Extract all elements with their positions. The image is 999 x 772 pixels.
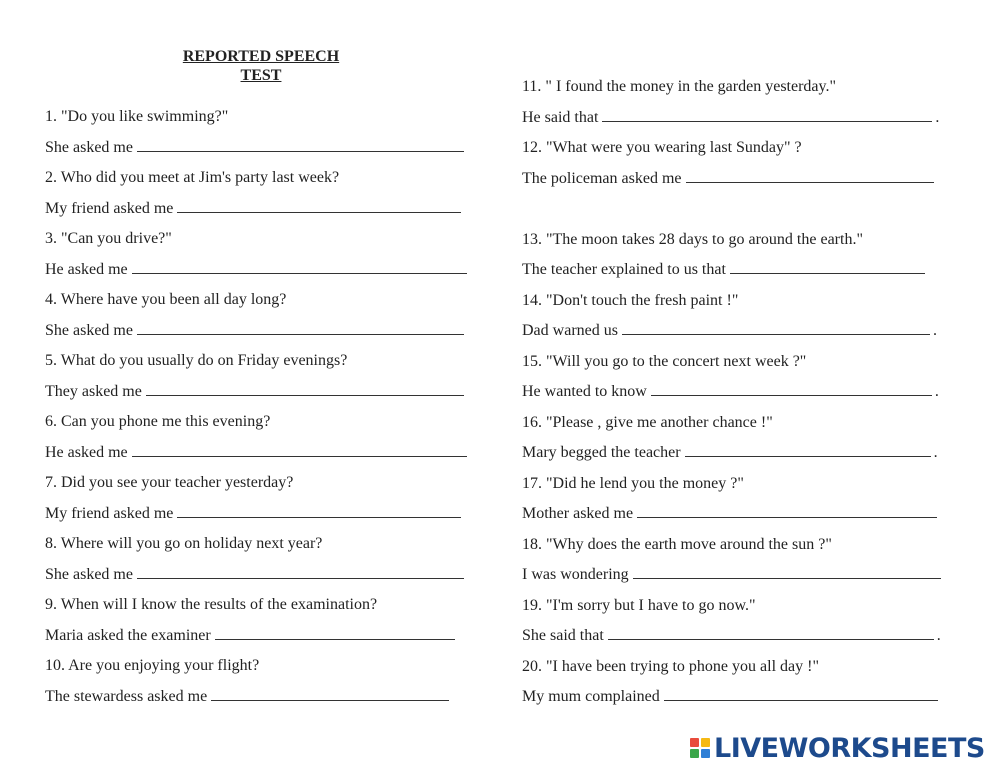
answer-line bbox=[45, 382, 464, 402]
worksheet-title bbox=[175, 47, 347, 85]
answer-lead: I was wondering bbox=[522, 566, 629, 583]
question-13: 13. "The moon takes 28 days to go around the earth." bbox=[522, 230, 863, 248]
answer-tail: . bbox=[933, 444, 938, 461]
question-19: 19. "I'm sorry but I have to go now." bbox=[522, 596, 756, 614]
answer-lead: He asked me bbox=[45, 443, 128, 461]
answer-blank[interactable] bbox=[608, 626, 934, 640]
answer-lead: He said that bbox=[522, 108, 599, 126]
answer-lead: My friend asked me bbox=[45, 504, 174, 522]
answer-blank[interactable] bbox=[622, 321, 930, 335]
answer-lead: She asked me bbox=[45, 321, 133, 339]
answer-line bbox=[522, 382, 939, 402]
logo-square-green bbox=[690, 749, 699, 758]
answer-lead: She said that bbox=[522, 627, 604, 644]
question-9: 9. When will I know the results of the examination? bbox=[45, 596, 378, 613]
answer-blank[interactable] bbox=[211, 687, 449, 701]
answer-blank[interactable] bbox=[686, 169, 934, 183]
answer-lead: She asked me bbox=[45, 565, 133, 583]
title-line-1: REPORTED SPEECH bbox=[182, 48, 340, 65]
answer-blank[interactable] bbox=[177, 199, 461, 213]
question-3: 3. "Can you drive?" bbox=[45, 230, 172, 247]
question-17: 17. "Did he lend you the money ?" bbox=[522, 474, 744, 492]
answer-line bbox=[45, 504, 461, 524]
question-1: 1. "Do you like swimming?" bbox=[45, 108, 229, 125]
logo-square-blue bbox=[701, 749, 710, 758]
question-8: 8. Where will you go on holiday next year? bbox=[45, 535, 323, 552]
answer-blank[interactable] bbox=[137, 321, 464, 335]
logo-square-red bbox=[690, 738, 699, 747]
question-10: 10. Are you enjoying your flight? bbox=[45, 657, 260, 674]
question-11: 11. " I found the money in the garden yesterday." bbox=[522, 78, 837, 95]
answer-lead: Dad warned us bbox=[522, 322, 618, 339]
answer-line bbox=[522, 260, 925, 280]
answer-blank[interactable] bbox=[132, 443, 467, 457]
answer-lead: She asked me bbox=[45, 138, 133, 156]
question-2: 2. Who did you meet at Jim's party last week? bbox=[45, 169, 340, 186]
answer-blank[interactable] bbox=[637, 504, 937, 518]
answer-blank[interactable] bbox=[132, 260, 467, 274]
liveworksheets-logo bbox=[690, 733, 985, 763]
answer-line bbox=[45, 199, 461, 219]
answer-line bbox=[522, 626, 941, 646]
answer-line bbox=[45, 321, 464, 341]
answer-line bbox=[522, 108, 939, 128]
answer-line bbox=[45, 260, 467, 280]
answer-blank[interactable] bbox=[685, 443, 931, 457]
answer-tail: . bbox=[932, 322, 937, 339]
question-12: 12. "What were you wearing last Sunday" ? bbox=[522, 139, 802, 156]
answer-lead: He asked me bbox=[45, 260, 128, 278]
answer-lead: Maria asked the examiner bbox=[45, 626, 211, 644]
answer-blank[interactable] bbox=[146, 382, 464, 396]
answer-lead: My friend asked me bbox=[45, 199, 174, 217]
answer-lead: Mother asked me bbox=[522, 505, 634, 522]
answer-tail: . bbox=[935, 108, 940, 126]
answer-line bbox=[45, 565, 464, 585]
answer-blank[interactable] bbox=[602, 108, 932, 122]
answer-blank[interactable] bbox=[137, 138, 464, 152]
answer-lead: The policeman asked me bbox=[522, 169, 682, 187]
answer-blank[interactable] bbox=[215, 626, 455, 640]
answer-line bbox=[45, 138, 464, 158]
answer-tail: . bbox=[936, 627, 941, 644]
answer-line bbox=[522, 565, 941, 585]
answer-line bbox=[45, 626, 455, 646]
answer-line bbox=[522, 321, 937, 341]
question-5: 5. What do you usually do on Friday evenings? bbox=[45, 352, 348, 369]
answer-lead: Mary begged the teacher bbox=[522, 444, 681, 461]
answer-blank[interactable] bbox=[651, 382, 932, 396]
answer-lead: They asked me bbox=[45, 382, 142, 400]
answer-blank[interactable] bbox=[633, 565, 941, 579]
answer-lead: My mum complained bbox=[522, 688, 660, 705]
answer-blank[interactable] bbox=[177, 504, 461, 518]
answer-line bbox=[522, 504, 937, 524]
question-14: 14. "Don't touch the fresh paint !" bbox=[522, 291, 739, 309]
logo-text: LIVEWORKSHEETS bbox=[714, 732, 985, 764]
logo-mark-icon bbox=[690, 738, 710, 758]
answer-blank[interactable] bbox=[664, 687, 938, 701]
answer-blank[interactable] bbox=[730, 260, 925, 274]
answer-line bbox=[45, 687, 449, 707]
question-16: 16. "Please , give me another chance !" bbox=[522, 413, 773, 431]
question-6: 6. Can you phone me this evening? bbox=[45, 413, 271, 430]
question-20: 20. "I have been trying to phone you all day !" bbox=[522, 657, 819, 675]
question-4: 4. Where have you been all day long? bbox=[45, 291, 287, 308]
answer-line bbox=[522, 169, 934, 189]
question-7: 7. Did you see your teacher yesterday? bbox=[45, 474, 294, 491]
answer-line bbox=[522, 687, 938, 707]
answer-line bbox=[45, 443, 467, 463]
answer-line bbox=[522, 443, 938, 463]
answer-lead: The stewardess asked me bbox=[45, 687, 208, 705]
answer-tail: . bbox=[934, 383, 939, 400]
question-15: 15. "Will you go to the concert next week ?" bbox=[522, 352, 807, 370]
title-line-2: TEST bbox=[240, 67, 282, 84]
answer-lead: The teacher explained to us that bbox=[522, 261, 726, 278]
answer-lead: He wanted to know bbox=[522, 383, 647, 400]
logo-square-yellow bbox=[701, 738, 710, 747]
answer-blank[interactable] bbox=[137, 565, 464, 579]
question-18: 18. "Why does the earth move around the sun ?" bbox=[522, 535, 832, 553]
